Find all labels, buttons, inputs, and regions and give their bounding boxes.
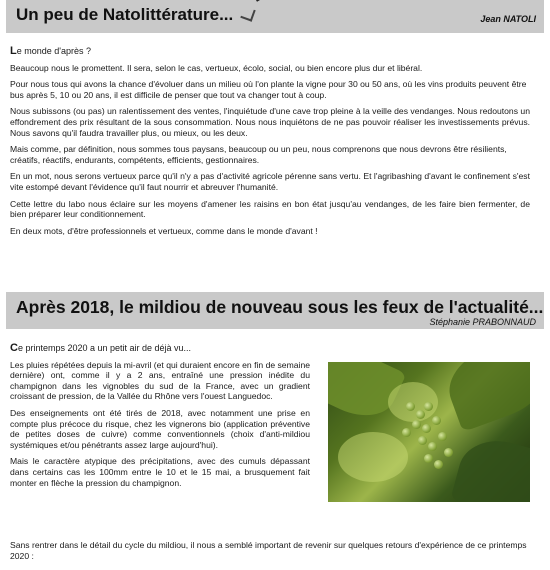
paragraph: Mais le caractère atypique des précipitations, avec des cumuls dépassant dans certains cas les 100mm entre le 10 et le 15 mai, a brusquement fait monter en flèche la pression du champignon. — [10, 456, 310, 488]
section-title: Après 2018, le mildiou de nouveau sous les feux de l'actualité... — [16, 297, 544, 317]
leaf-shape — [439, 362, 530, 432]
author-name: Stéphanie PRABONNAUD — [429, 317, 536, 327]
paragraph: Nous subissons (ou pas) un ralentissement des ventes, l'inquiétude d'une cave trop pleine à la veille des vendanges. Nous redoutons un effondrement des prix résultant de la sous consommation. Nous nous inquiétons de ne pas pouvoir réaliser les investissements prévus. Nous savons qu'il faudra travailler plus, ou mieux, ou les deux. — [10, 106, 530, 138]
grape-berry — [418, 436, 427, 445]
paragraph: Sans rentrer dans le détail du cycle du mildiou, il nous a semblé important de revenir sur quelques retours d'expérience de ce printemps 2020 : — [10, 540, 527, 561]
grape-berry — [432, 416, 441, 425]
lead-text: e monde d'après ? — [16, 46, 92, 56]
article-lead — [10, 343, 310, 354]
light-spot — [338, 432, 408, 482]
grape-cluster-photo — [328, 362, 530, 502]
decorative-line — [256, 0, 276, 2]
article-lead — [10, 46, 530, 57]
decorative-mark-icon — [240, 6, 255, 21]
author-name: Jean NATOLI — [480, 14, 536, 24]
grape-berry — [428, 442, 437, 451]
paragraph: Beaucoup nous le promettent. Il sera, selon le cas, vertueux, écolo, social, ou bien encore plus dur et libéral. — [10, 62, 423, 73]
leaf-shape — [450, 432, 530, 502]
paragraph: Pour nous tous qui avons la chance d'évoluer dans un milieu où l'on plante la vigne pour 30 ou 50 ans, où les vins produits peuvent être bus après 5, 10 ou 20 ans, il est difficile de penser que tout va changer tout à coup. — [10, 79, 527, 100]
grape-berry — [422, 424, 431, 433]
grape-berry — [406, 402, 415, 411]
grape-berry — [412, 420, 421, 429]
grape-berry — [424, 402, 433, 411]
grape-berry — [444, 448, 453, 457]
grape-berry — [424, 454, 433, 463]
paragraph: En un mot, nous serons vertueux parce qu'il n'y a pas d'activité agricole pérenne sans vertu. Et l'agribashing d'avant le confinement s'est vite estompé devant l'évidence qu'il faut nourrir et abreuver l'humanité. — [10, 171, 530, 192]
grape-berry — [402, 428, 411, 437]
grape-berry — [434, 460, 443, 469]
article-closing — [10, 540, 530, 561]
article-mildiou — [10, 343, 310, 494]
drop-cap: C — [10, 342, 18, 354]
drop-cap: L — [10, 45, 17, 57]
section-banner-natolitterature — [6, 0, 544, 33]
paragraph: En deux mots, d'être professionnels et vertueux, comme dans le monde d'avant ! — [10, 225, 318, 236]
grape-berry — [416, 410, 425, 419]
article-monde-d-apres — [10, 46, 530, 242]
section-title: Un peu de Natolittérature... — [16, 5, 234, 24]
paragraph: Mais comme, par définition, nous sommes tous paysans, beaucoup ou un peu, nous comprenons que nous devrons être résilients, créatifs, réactifs, endurants, compétents, efficients, gestionnaires. — [10, 144, 507, 165]
paragraph: Cette lettre du labo nous éclaire sur les moyens d'amener les raisins en bon état jusqu'au vendanges, de les faire bien fermenter, de bien préparer leur conditionnement. — [10, 198, 530, 220]
grape-berry — [438, 432, 447, 441]
paragraph: Les pluies répétées depuis la mi-avril (et qui duraient encore en fin de semaine dernière) ont, comme il y a 2 ans, entraîné une pression inédite du champignon dans les vignobles du sud de la France, avec un gradient croissant de pression, de la Vallée du Rhône vers l'ouest Languedoc. — [10, 359, 310, 402]
paragraph: Des enseignements ont été tirés de 2018, avec notamment une prise en compte plus précoce du risque, chez les vignerons bio (application préventive de petites doses de cuivre) comme conventionnels (choix d'anti-mildiou systémiques et/ou pénétrants assez large aujourd'hui). — [10, 407, 310, 450]
section-banner-mildiou — [6, 292, 544, 329]
lead-text: e printemps 2020 a un petit air de déjà vu... — [17, 343, 192, 353]
